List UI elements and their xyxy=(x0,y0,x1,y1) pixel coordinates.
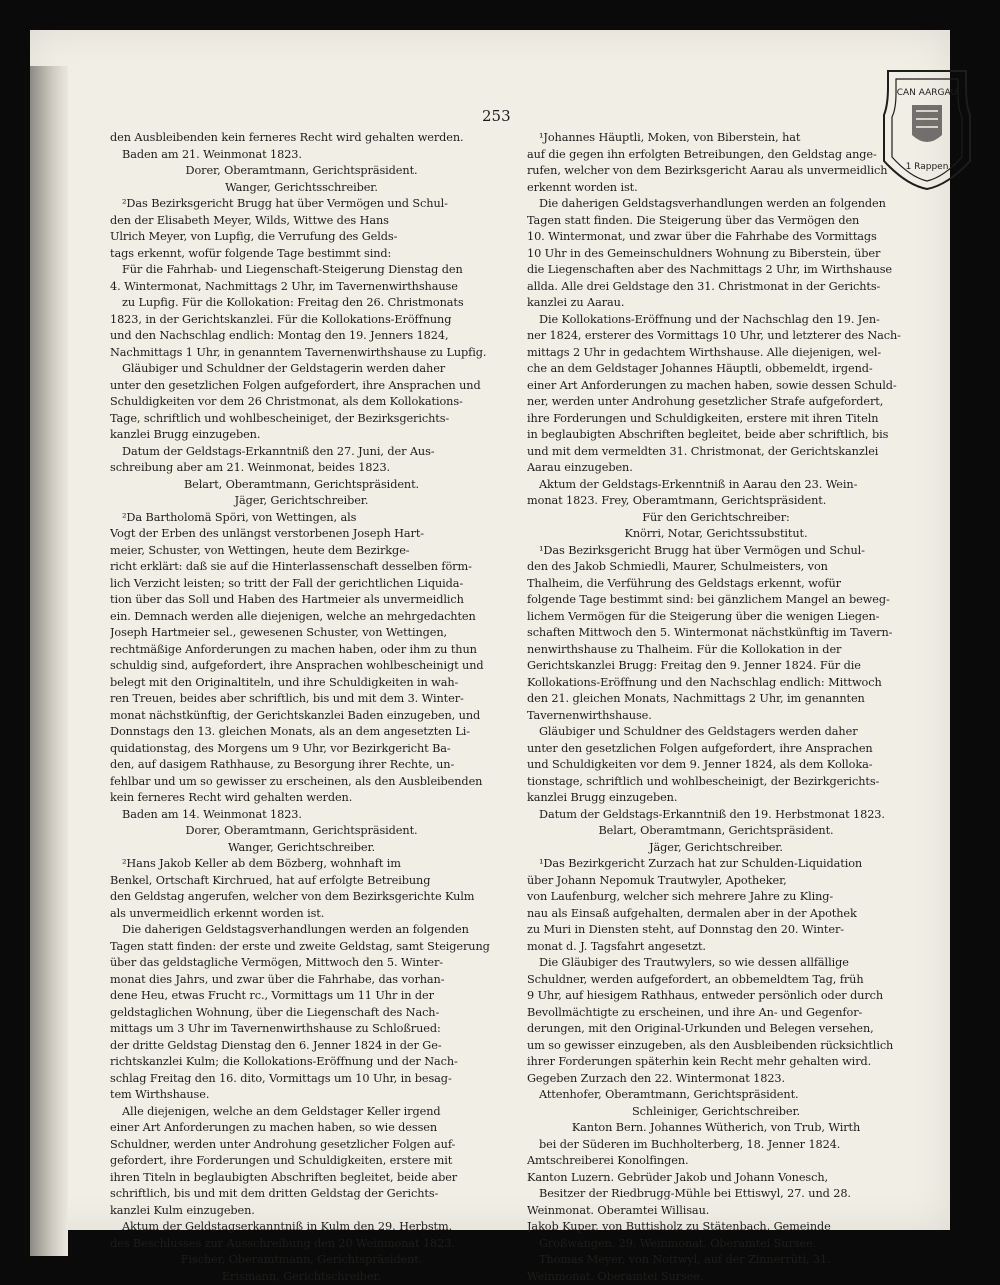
text-line: Tavernenwirthshause. xyxy=(527,708,905,725)
text-line: 10. Wintermonat, und zwar über die Fahrhabe des Vormittags xyxy=(527,229,905,246)
text-line: Fischer, Oberamtmann, Gerichtspräsident. xyxy=(110,1252,493,1269)
text-line: Thalheim, die Verführung des Geldstags erkennt, wofür xyxy=(527,576,905,593)
text-line: um so gewisser einzugeben, als den Ausbleibenden rücksichtlich xyxy=(527,1038,905,1055)
text-line: Nachmittags 1 Uhr, in genanntem Tavernenwirthshause zu Lupfig. xyxy=(110,345,493,362)
text-line: Die daherigen Geldstagsverhandlungen werden an folgenden xyxy=(110,922,493,939)
text-line: Die Kollokations-Eröffnung und der Nachschlag den 19. Jen- xyxy=(527,312,905,329)
text-line: dene Heu, etwas Frucht rc., Vormittags um 11 Uhr in der xyxy=(110,988,493,1005)
text-line: lichem Vermögen für die Steigerung über die wenigen Liegen- xyxy=(527,609,905,626)
text-line: nenwirthshause zu Thalheim. Für die Kollokation in der xyxy=(527,642,905,659)
text-line: unter den gesetzlichen Folgen aufgefordert, ihre Ansprachen xyxy=(527,741,905,758)
text-line: ihrer Forderungen späterhin kein Recht mehr gehalten wird. xyxy=(527,1054,905,1071)
text-line: und den Nachschlag endlich: Montag den 19. Jenners 1824, xyxy=(110,328,493,345)
text-line: schlag Freitag den 16. dito, Vormittags um 10 Uhr, in besag- xyxy=(110,1071,493,1088)
text-line: Joseph Hartmeier sel., gewesenen Schuster, von Wettingen, xyxy=(110,625,493,642)
text-line: Amtschreiberei Konolfingen. xyxy=(527,1153,905,1170)
text-line: tem Wirthshause. xyxy=(110,1087,493,1104)
text-line: Weinmonat. Oberamtei Sursee. xyxy=(527,1269,905,1285)
text-line: geldstaglichen Wohnung, über die Liegenschaft des Nach- xyxy=(110,1005,493,1022)
text-line: ihre Forderungen und Schuldigkeiten, erstere mit ihren Titeln xyxy=(527,411,905,428)
text-line: mittags 2 Uhr in gedachtem Wirthshause. Alle diejenigen, wel- xyxy=(527,345,905,362)
text-line: ²Hans Jakob Keller ab dem Bözberg, wohnhaft im xyxy=(110,856,493,873)
text-line: Tagen statt finden. Die Steigerung über das Vermögen den xyxy=(527,213,905,230)
text-line: auf die gegen ihn erfolgten Betreibungen, den Geldstag ange- xyxy=(527,147,905,164)
text-line: belegt mit den Originaltiteln, und ihre Schuldigkeiten in wah- xyxy=(110,675,493,692)
text-line: fehlbar und um so gewisser zu erscheinen, als den Ausbleibenden xyxy=(110,774,493,791)
text-line: Wanger, Gerichtschreiber. xyxy=(110,840,493,857)
text-line: che an dem Geldstager Johannes Häuptli, obbemeldt, irgend- xyxy=(527,361,905,378)
text-line: gefordert, ihre Forderungen und Schuldigkeiten, erstere mit xyxy=(110,1153,493,1170)
right-column xyxy=(527,130,905,1285)
text-line: Belart, Oberamtmann, Gerichtspräsident. xyxy=(527,823,905,840)
text-line: der dritte Geldstag Dienstag den 6. Jenner 1824 in der Ge- xyxy=(110,1038,493,1055)
page-binding-shadow xyxy=(30,66,68,1256)
text-line: ¹Das Bezirksgericht Brugg hat über Vermögen und Schul- xyxy=(527,543,905,560)
text-line: einer Art Anforderungen zu machen haben, so wie dessen xyxy=(110,1120,493,1137)
text-line: ein. Demnach werden alle diejenigen, welche an mehrgedachten xyxy=(110,609,493,626)
text-line: Baden am 14. Weinmonat 1823. xyxy=(110,807,493,824)
text-line: folgende Tage bestimmt sind: bei gänzlichem Mangel an beweg- xyxy=(527,592,905,609)
text-line: Kanton Luzern. Gebrüder Jakob und Johann Vonesch, xyxy=(527,1170,905,1187)
text-line: den Geldstag angerufen, welcher von dem Bezirksgerichte Kulm xyxy=(110,889,493,906)
text-line: Baden am 21. Weinmonat 1823. xyxy=(110,147,493,164)
text-line: tags erkennt, wofür folgende Tage bestimmt sind: xyxy=(110,246,493,263)
text-line: einer Art Anforderungen zu machen haben, sowie dessen Schuld- xyxy=(527,378,905,395)
text-line: ner, werden unter Androhung gesetzlicher Strafe aufgefordert, xyxy=(527,394,905,411)
text-line: den des Jakob Schmiedli, Maurer, Schulmeisters, von xyxy=(527,559,905,576)
text-line: Datum der Geldstags-Erkanntniß den 27. Juni, der Aus- xyxy=(110,444,493,461)
text-line: Aarau einzugeben. xyxy=(527,460,905,477)
text-line: Dorer, Oberamtmann, Gerichtspräsident. xyxy=(110,823,493,840)
text-line: Schuldner, werden unter Androhung gesetzlicher Folgen auf- xyxy=(110,1137,493,1154)
text-line: tion über das Soll und Haben des Hartmeier als unvermeidlich xyxy=(110,592,493,609)
text-line: monat nächstkünftig, der Gerichtskanzlei Baden einzugeben, und xyxy=(110,708,493,725)
text-line: zu Lupfig. Für die Kollokation: Freitag den 26. Christmonats xyxy=(110,295,493,312)
stamp-text-top: CAN AARGAU xyxy=(897,88,958,98)
text-line: 9 Uhr, auf hiesigem Rathhaus, entweder persönlich oder durch xyxy=(527,988,905,1005)
text-line: und Schuldigkeiten vor dem 9. Jenner 1824, als dem Kolloka- xyxy=(527,757,905,774)
text-line: Gläubiger und Schuldner des Geldstagers werden daher xyxy=(527,724,905,741)
text-line: quidationstag, des Morgens um 9 Uhr, vor Bezirkgericht Ba- xyxy=(110,741,493,758)
text-line: ner 1824, ersterer des Vormittags 10 Uhr, und letzterer des Nach- xyxy=(527,328,905,345)
text-line: monat 1823. Frey, Oberamtmann, Gerichtspräsident. xyxy=(527,493,905,510)
text-line: Schleiniger, Gerichtschreiber. xyxy=(527,1104,905,1121)
text-line: schriftlich, bis und mit dem dritten Geldstag der Gerichts- xyxy=(110,1186,493,1203)
text-line: Donnstags den 13. gleichen Monats, als an dem angesetzten Li- xyxy=(110,724,493,741)
text-line: richt erklärt: daß sie auf die Hinterlassenschaft desselben förm- xyxy=(110,559,493,576)
text-line: Attenhofer, Oberamtmann, Gerichtspräsident. xyxy=(527,1087,905,1104)
text-line: Großwangen. 29. Weinmonat. Oberamtei Sursee. xyxy=(527,1236,905,1253)
text-line: schreibung aber am 21. Weinmonat, beides 1823. xyxy=(110,460,493,477)
text-line: Wanger, Gerichtsschreiber. xyxy=(110,180,493,197)
text-line: 10 Uhr in des Gemeinschuldners Wohnung zu Biberstein, über xyxy=(527,246,905,263)
text-line: Besitzer der Riedbrugg-Mühle bei Ettiswyl, 27. und 28. xyxy=(527,1186,905,1203)
text-line: und mit dem vermeldten 31. Christmonat, der Gerichtskanzlei xyxy=(527,444,905,461)
text-line: rufen, welcher von dem Bezirksgericht Aarau als unvermeidlich xyxy=(527,163,905,180)
text-line: Für die Fahrhab- und Liegenschaft-Steigerung Dienstag den xyxy=(110,262,493,279)
text-line: Gerichtskanzlei Brugg: Freitag den 9. Jenner 1824. Für die xyxy=(527,658,905,675)
text-line: Die daherigen Geldstagsverhandlungen werden an folgenden xyxy=(527,196,905,213)
text-line: Kanton Bern. Johannes Wütherich, von Trub, Wirth xyxy=(527,1120,905,1137)
text-line: Ulrich Meyer, von Lupfig, die Verrufung des Gelds- xyxy=(110,229,493,246)
text-line: 4. Wintermonat, Nachmittags 2 Uhr, im Tavernenwirthshause xyxy=(110,279,493,296)
text-line: den Ausbleibenden kein ferneres Recht wird gehalten werden. xyxy=(110,130,493,147)
text-line: richtskanzlei Kulm; die Kollokations-Eröffnung und der Nach- xyxy=(110,1054,493,1071)
text-line: mittags um 3 Uhr im Tavernenwirthshause zu Schloßrued: xyxy=(110,1021,493,1038)
text-line: Aktum der Geldstagserkanntniß in Kulm den 29. Herbstm. xyxy=(110,1219,493,1236)
text-line: monat d. J. Tagsfahrt angesetzt. xyxy=(527,939,905,956)
text-line: erkennt worden ist. xyxy=(527,180,905,197)
text-line: schuldig sind, aufgefordert, ihre Ansprachen wohlbescheinigt und xyxy=(110,658,493,675)
text-line: Dorer, Oberamtmann, Gerichtspräsident. xyxy=(110,163,493,180)
text-line: die Liegenschaften aber des Nachmittags 2 Uhr, im Wirthshause xyxy=(527,262,905,279)
text-line: 1823, in der Gerichtskanzlei. Für die Kollokations-Eröffnung xyxy=(110,312,493,329)
text-line: Die Gläubiger des Trautwylers, so wie dessen allfällige xyxy=(527,955,905,972)
text-line: Kollokations-Eröffnung und den Nachschlag endlich: Mittwoch xyxy=(527,675,905,692)
text-line: Datum der Geldstags-Erkanntniß den 19. Herbstmonat 1823. xyxy=(527,807,905,824)
text-line: zu Muri in Diensten steht, auf Donnstag den 20. Winter- xyxy=(527,922,905,939)
text-line: allda. Alle drei Geldstage den 31. Christmonat in der Gerichts- xyxy=(527,279,905,296)
text-line: den, auf dasigem Rathhause, zu Besorgung ihrer Rechte, un- xyxy=(110,757,493,774)
stamp-text-bottom: 1 Rappen xyxy=(906,162,949,172)
text-line: kanzlei Brugg einzugeben. xyxy=(110,427,493,444)
text-line: Aktum der Geldstags-Erkenntniß in Aarau den 23. Wein- xyxy=(527,477,905,494)
text-line: kanzlei zu Aarau. xyxy=(527,295,905,312)
text-line: den der Elisabeth Meyer, Wilds, Wittwe des Hans xyxy=(110,213,493,230)
text-line: lich Verzicht leisten; so tritt der Fall der gerichtlichen Liquida- xyxy=(110,576,493,593)
text-line: bei der Süderen im Buchholterberg, 18. Jenner 1824. xyxy=(527,1137,905,1154)
text-line: Belart, Oberamtmann, Gerichtspräsident. xyxy=(110,477,493,494)
text-line: Schuldigkeiten vor dem 26 Christmonat, als dem Kollokations- xyxy=(110,394,493,411)
text-line: den 21. gleichen Monats, Nachmittags 2 Uhr, im genannten xyxy=(527,691,905,708)
text-line: Schuldner, werden aufgefordert, an obbemeldtem Tag, früh xyxy=(527,972,905,989)
left-column xyxy=(110,130,493,1285)
text-line: Jäger, Gerichtschreiber. xyxy=(527,840,905,857)
page-number: 253 xyxy=(482,107,511,125)
text-line: des Beschlusses zur Ausschreibung den 20 Weinmonat 1823. xyxy=(110,1236,493,1253)
text-line: kanzlei Kulm einzugeben. xyxy=(110,1203,493,1220)
text-line: Jakob Kuper, von Buttisholz zu Stätenbach, Gemeinde xyxy=(527,1219,905,1236)
text-line: ²Das Bezirksgericht Brugg hat über Vermögen und Schul- xyxy=(110,196,493,213)
text-line: Gegeben Zurzach den 22. Wintermonat 1823. xyxy=(527,1071,905,1088)
text-line: Bevollmächtigte zu erscheinen, und ihre An- und Gegenfor- xyxy=(527,1005,905,1022)
text-line: in beglaubigten Abschriften begleitet, beide aber schriftlich, bis xyxy=(527,427,905,444)
text-line: ¹Johannes Häuptli, Moken, von Biberstein, hat xyxy=(527,130,905,147)
text-line: Tage, schriftlich und wohlbescheiniget, der Bezirksgerichts- xyxy=(110,411,493,428)
newspaper-page xyxy=(30,30,950,1230)
text-line: Benkel, Ortschaft Kirchrued, hat auf erfolgte Betreibung xyxy=(110,873,493,890)
text-line: Gläubiger und Schuldner der Geldstagerin werden daher xyxy=(110,361,493,378)
text-line: Jäger, Gerichtschreiber. xyxy=(110,493,493,510)
text-line: Alle diejenigen, welche an dem Geldstager Keller irgend xyxy=(110,1104,493,1121)
text-line: ¹Das Bezirkgericht Zurzach hat zur Schulden-Liquidation xyxy=(527,856,905,873)
text-line: ²Da Bartholomä Spöri, von Wettingen, als xyxy=(110,510,493,527)
text-line: Für den Gerichtschreiber: xyxy=(527,510,905,527)
text-line: meier, Schuster, von Wettingen, heute dem Bezirkge- xyxy=(110,543,493,560)
text-line: über Johann Nepomuk Trautwyler, Apotheker, xyxy=(527,873,905,890)
text-line: schaften Mittwoch den 5. Wintermonat nächstkünftig im Tavern- xyxy=(527,625,905,642)
text-line: Tagen statt finden: der erste und zweite Geldstag, samt Steigerung xyxy=(110,939,493,956)
text-line: Weinmonat. Oberamtei Willisau. xyxy=(527,1203,905,1220)
text-line: ihren Titeln in beglaubigten Abschriften begleitet, beide aber xyxy=(110,1170,493,1187)
text-line: Thomas Meyer, von Nottwyl, auf der Zinnerrüti, 31. xyxy=(527,1252,905,1269)
text-line: derungen, mit den Original-Urkunden und Belegen versehen, xyxy=(527,1021,905,1038)
text-line: Knörri, Notar, Gerichtssubstitut. xyxy=(527,526,905,543)
text-line: Erismann, Gerichtschreiber. xyxy=(110,1269,493,1285)
text-line: nau als Einsaß aufgehalten, dermalen aber in der Apothek xyxy=(527,906,905,923)
text-line: über das geldstagliche Vermögen, Mittwoch den 5. Winter- xyxy=(110,955,493,972)
text-line: rechtmäßige Anforderungen zu machen haben, oder ihm zu thun xyxy=(110,642,493,659)
text-line: tionstage, schriftlich und wohlbescheinigt, der Bezirkgerichts- xyxy=(527,774,905,791)
text-line: Vogt der Erben des unlängst verstorbenen Joseph Hart- xyxy=(110,526,493,543)
text-line: unter den gesetzlichen Folgen aufgefordert, ihre Ansprachen und xyxy=(110,378,493,395)
text-line: monat dies Jahrs, und zwar über die Fahrhabe, das vorhan- xyxy=(110,972,493,989)
text-line: als unvermeidlich erkennt worden ist. xyxy=(110,906,493,923)
text-line: von Laufenburg, welcher sich mehrere Jahre zu Kling- xyxy=(527,889,905,906)
text-line: kanzlei Brugg einzugeben. xyxy=(527,790,905,807)
text-line: ren Treuen, beides aber schriftlich, bis und mit dem 3. Winter- xyxy=(110,691,493,708)
text-line: kein ferneres Recht wird gehalten werden. xyxy=(110,790,493,807)
